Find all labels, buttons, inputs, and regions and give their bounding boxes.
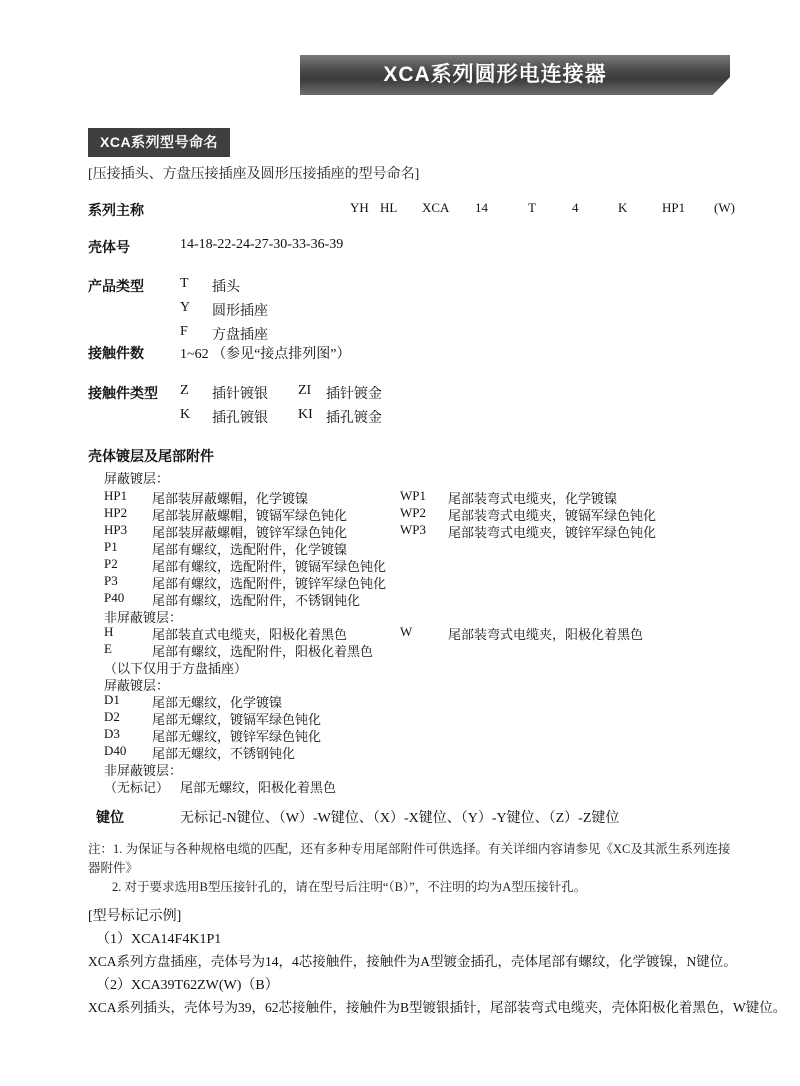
code-segment-t: T <box>528 200 536 215</box>
section-label: XCA系列型号命名 <box>88 128 230 157</box>
plating-code-wp1: WP1 <box>400 488 426 503</box>
plating-text-wp2: 尾部装弯式电缆夹，镀镉军绿色钝化 <box>448 508 657 523</box>
plating-text-d2: 尾部无螺纹，镀镉军绿色钝化 <box>152 712 322 727</box>
example-2-number: （2）XCA39T62ZW(W)（B） <box>96 978 279 993</box>
plating-code-hp1: HP1 <box>104 488 128 503</box>
plating-code-no-mark: （无标记） <box>104 780 170 795</box>
plating-text-wp1: 尾部装弯式电缆夹，化学镀镍 <box>448 491 618 506</box>
plating-text-e: 尾部有螺纹，选配附件，阳极化着黑色 <box>152 644 374 659</box>
row-value-contact-type-zi-text: 插针镀金 <box>326 387 382 402</box>
code-segment-xca: XCA <box>422 200 450 215</box>
code-segment-w: (W) <box>714 200 735 215</box>
plating-code-hp3: HP3 <box>104 522 128 537</box>
nonshield-plating-head-1: 非屏蔽镀层： <box>104 610 183 625</box>
plating-code-d1: D1 <box>104 692 120 707</box>
plating-text-hp3: 尾部装屏蔽螺帽，镀锌军绿色钝化 <box>152 525 348 540</box>
plating-code-p2: P2 <box>104 556 118 571</box>
code-segment-hp1: HP1 <box>662 200 686 215</box>
row-value-product-type-y-code: Y <box>180 300 191 315</box>
plating-code-hp2: HP2 <box>104 505 128 520</box>
row-value-contact-type-z-text: 插针镀银 <box>212 387 268 402</box>
code-segment-14: 14 <box>475 200 488 215</box>
plating-code-wp3: WP3 <box>400 522 426 537</box>
example-1-description: XCA系列方盘插座，壳体号为14，4芯接触件，接触件为A型镀金插孔，壳体尾部有螺纹，化学镀镍，N键位。 <box>88 954 737 969</box>
row-value-contact-type-k-text: 插孔镀银 <box>212 411 268 426</box>
plating-code-wp2: WP2 <box>400 505 426 520</box>
section-subtitle: [压接插头、方盘压接插座及圆形压接插座的型号命名] <box>88 167 420 182</box>
row-label-shell-size: 壳体号 <box>88 241 130 256</box>
example-1-number: （1）XCA14F4K1P1 <box>96 932 222 947</box>
plating-text-p3: 尾部有螺纹，选配附件，镀锌军绿色钝化 <box>152 576 387 591</box>
row-value-product-type-y-text: 圆形插座 <box>212 304 268 319</box>
plating-block-title: 壳体镀层及尾部附件 <box>88 450 214 465</box>
plating-text-hp2: 尾部装屏蔽螺帽，镀镉军绿色钝化 <box>152 508 348 523</box>
code-segment-yh: YH <box>350 200 369 215</box>
code-segment-hl: HL <box>380 200 398 215</box>
row-value-contact-type-z-code: Z <box>180 383 189 398</box>
row-value-contact-type-ki-code: KI <box>298 407 313 422</box>
shield-plating-head-1: 屏蔽镀层： <box>104 471 170 486</box>
footnote-2: 2. 对于要求选用B型压接针孔的，请在型号后注明“（B）”，不注明的均为A型压接针孔。 <box>112 880 587 894</box>
plating-code-e: E <box>104 641 112 656</box>
plating-code-p3: P3 <box>104 573 118 588</box>
row-value-product-type-f-code: F <box>180 324 188 339</box>
row-value-contact-type-zi-code: ZI <box>298 383 312 398</box>
code-segment-4: 4 <box>572 200 579 215</box>
row-value-product-type-t-text: 插头 <box>212 280 240 295</box>
plating-text-w: 尾部装弯式电缆夹，阳极化着黑色 <box>448 627 644 642</box>
row-value-contact-count: 1~62 （参见“接点排列图”） <box>180 347 351 362</box>
plating-text-d40: 尾部无螺纹，不锈钢钝化 <box>152 746 296 761</box>
row-value-contact-type-ki-text: 插孔镀金 <box>326 411 382 426</box>
plating-code-h: H <box>104 624 114 639</box>
page-title: XCA系列圆形电连接器 <box>383 63 607 86</box>
plating-code-w: W <box>400 624 413 639</box>
nonshield-plating-head-2: 非屏蔽镀层： <box>104 763 183 778</box>
row-value-contact-type-k-code: K <box>180 407 191 422</box>
row-value-product-type-f-text: 方盘插座 <box>212 328 268 343</box>
footnote-1: 注：1. 为保证与各种规格电缆的匹配，还有多种专用尾部附件可供选择。有关详细内容请参见《XC及其派生系列连接器附件》 <box>88 842 731 875</box>
key-position-label: 键位 <box>96 811 124 826</box>
header-banner <box>300 55 730 95</box>
example-2-description: XCA系列插头，壳体号为39，62芯接触件，接触件为B型镀银插针，尾部装弯式电缆夹，壳体阳极化着黑色，W键位。 <box>88 1000 787 1015</box>
plating-text-p40: 尾部有螺纹，选配附件，不锈钢钝化 <box>152 593 361 608</box>
plating-code-d3: D3 <box>104 726 120 741</box>
plating-text-d1: 尾部无螺纹，化学镀镍 <box>152 695 283 710</box>
plating-code-p1: P1 <box>104 539 118 554</box>
row-label-contact-type: 接触件类型 <box>88 387 158 402</box>
row-value-product-type-t-code: T <box>180 276 189 291</box>
example-section-title: [型号标记示例] <box>88 909 182 924</box>
plating-code-p40: P40 <box>104 590 125 605</box>
plating-text-d3: 尾部无螺纹，镀锌军绿色钝化 <box>152 729 322 744</box>
plating-code-d2: D2 <box>104 709 120 724</box>
row-label-series-name: 系列主称 <box>88 204 144 219</box>
plating-text-h: 尾部装直式电缆夹，阳极化着黑色 <box>152 627 348 642</box>
row-label-product-type: 产品类型 <box>88 280 144 295</box>
plating-text-wp3: 尾部装弯式电缆夹，镀锌军绿色钝化 <box>448 525 657 540</box>
shield-plating-head-2: 屏蔽镀层： <box>104 678 170 693</box>
row-label-contact-count: 接触件数 <box>88 347 144 362</box>
code-segment-k: K <box>618 200 628 215</box>
key-position-value: 无标记-N键位、（W）-W键位、（X）-X键位、（Y）-Y键位、（Z）-Z键位 <box>180 811 620 826</box>
panel-receptacle-only-note: （以下仅用于方盘插座） <box>104 661 248 676</box>
plating-text-hp1: 尾部装屏蔽螺帽，化学镀镍 <box>152 491 309 506</box>
plating-code-d40: D40 <box>104 743 127 758</box>
row-value-shell-size: 14-18-22-24-27-30-33-36-39 <box>180 237 344 252</box>
plating-text-no-mark: 尾部无螺纹，阳极化着黑色 <box>180 780 337 795</box>
plating-text-p2: 尾部有螺纹，选配附件，镀镉军绿色钝化 <box>152 559 387 574</box>
plating-text-p1: 尾部有螺纹，选配附件，化学镀镍 <box>152 542 348 557</box>
